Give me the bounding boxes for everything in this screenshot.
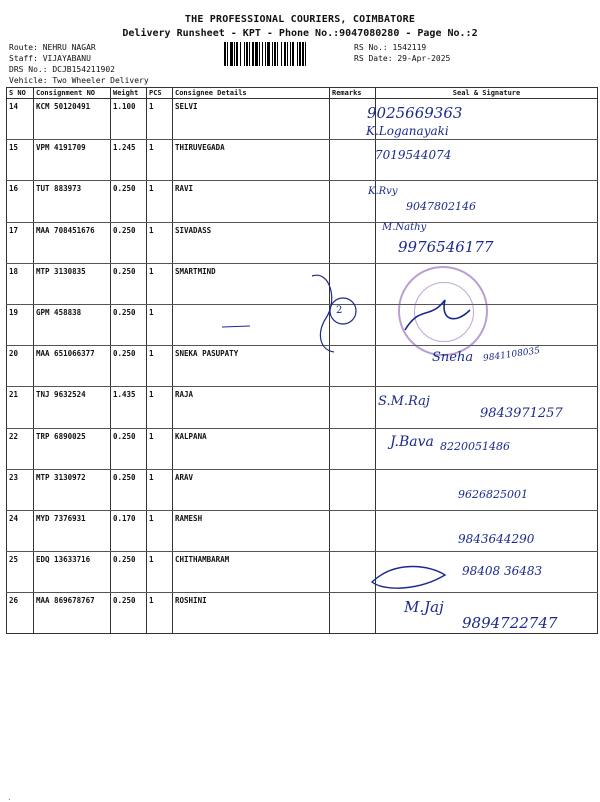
cell-consignment: TRP 6890025 — [34, 428, 111, 469]
row24-phone: 9843644290 — [458, 532, 535, 546]
cell-sno: 23 — [7, 469, 34, 510]
cell-consignment: KCM 50120491 — [34, 99, 111, 140]
scan-mark: . — [7, 793, 12, 802]
cell-pcs: 1 — [147, 552, 173, 593]
cell-sno: 21 — [7, 387, 34, 428]
row22-phone: 8220051486 — [440, 440, 510, 453]
col-sno: S NO — [7, 88, 34, 99]
cell-pcs: 1 — [147, 510, 173, 551]
row17-phone: 9976546177 — [398, 238, 494, 256]
cell-consignment: VPM 4191709 — [34, 140, 111, 181]
cell-weight: 0.250 — [111, 346, 147, 387]
cell-consignee: SNEKA PASUPATY — [173, 346, 330, 387]
cell-pcs: 1 — [147, 99, 173, 140]
cell-weight: 1.100 — [111, 99, 147, 140]
cell-consignee: ROSHINI — [173, 593, 330, 634]
cell-consignee: RAVI — [173, 181, 330, 222]
cell-sno: 17 — [7, 222, 34, 263]
row19-circle-text: 2 — [336, 305, 343, 316]
row14-name: K.Loganayaki — [366, 124, 449, 138]
cell-weight: 0.250 — [111, 552, 147, 593]
cell-pcs: 1 — [147, 346, 173, 387]
drs-number: DRS No.: DCJB154211902 — [9, 65, 115, 74]
cell-sno: 24 — [7, 510, 34, 551]
cell-consignee: RAMESH — [173, 510, 330, 551]
cell-consignment: EDQ 13633716 — [34, 552, 111, 593]
staff-text: Staff: VIJAYABANU — [9, 54, 91, 63]
cell-weight: 0.250 — [111, 263, 147, 304]
col-seal: Seal & Signature — [376, 88, 598, 99]
cell-consignment: GPM 458838 — [34, 304, 111, 345]
cell-sno: 15 — [7, 140, 34, 181]
cell-pcs: 1 — [147, 140, 173, 181]
cell-sno: 18 — [7, 263, 34, 304]
cell-pcs: 1 — [147, 222, 173, 263]
cell-sno: 26 — [7, 593, 34, 634]
row19-initial — [222, 326, 250, 327]
row20-name: Sneha — [432, 350, 474, 365]
cell-consignment: MTP 3130835 — [34, 263, 111, 304]
company-title: THE PROFESSIONAL COURIERS, COIMBATORE — [184, 14, 416, 25]
cell-pcs: 1 — [147, 387, 173, 428]
col-consignee: Consignee Details — [173, 88, 330, 99]
cell-consignee: CHITHAMBARAM — [173, 552, 330, 593]
runsheet-subtitle: Delivery Runsheet - KPT - Phone No.:9047080280 - Page No.:2 — [122, 28, 478, 39]
cell-weight: 0.250 — [111, 428, 147, 469]
col-pcs: PCS — [147, 88, 173, 99]
cell-consignee: ARAV — [173, 469, 330, 510]
cell-sno: 25 — [7, 552, 34, 593]
cell-weight: 0.170 — [111, 510, 147, 551]
rs-number: RS No.: 1542119 — [354, 43, 427, 52]
cell-sno: 16 — [7, 181, 34, 222]
cell-pcs: 1 — [147, 263, 173, 304]
cell-consignment: TNJ 9632524 — [34, 387, 111, 428]
rs-date: RS Date: 29-Apr-2025 — [354, 54, 451, 63]
cell-consignment: TUT 883973 — [34, 181, 111, 222]
cell-sno: 22 — [7, 428, 34, 469]
cell-weight: 0.250 — [111, 222, 147, 263]
cell-consignment: MTP 3130972 — [34, 469, 111, 510]
cell-weight: 0.250 — [111, 469, 147, 510]
cell-consignee: KALPANA — [173, 428, 330, 469]
cell-weight: 0.250 — [111, 304, 147, 345]
row21-phone: 9843971257 — [480, 406, 563, 421]
cell-consignment: MAA 708451676 — [34, 222, 111, 263]
cell-sno: 14 — [7, 99, 34, 140]
cell-consignee: THIRUVEGADA — [173, 140, 330, 181]
col-remarks: Remarks — [330, 88, 376, 99]
row22-name: J.Bava — [390, 434, 434, 450]
cell-sno: 20 — [7, 346, 34, 387]
cell-sno: 19 — [7, 304, 34, 345]
row19-circle — [330, 298, 356, 324]
row23-phone: 9626825001 — [458, 488, 528, 501]
cell-pcs: 1 — [147, 181, 173, 222]
row16-phone: 9047802146 — [406, 200, 476, 213]
row21-name: S.M.Raj — [378, 394, 430, 409]
cell-consignee: SMARTMIND — [173, 263, 330, 304]
row25-signature — [372, 566, 445, 588]
vehicle-text: Vehicle: Two Wheeler Delivery — [9, 76, 149, 85]
cell-pcs: 1 — [147, 469, 173, 510]
row26-phone: 9894722747 — [462, 614, 558, 632]
cell-weight: 1.245 — [111, 140, 147, 181]
cell-consignment: MYD 7376931 — [34, 510, 111, 551]
cell-consignee: SIVADASS — [173, 222, 330, 263]
row14-phone: 9025669363 — [367, 104, 463, 122]
cell-pcs: 1 — [147, 428, 173, 469]
row20-phone: 9841108035 — [482, 346, 541, 364]
cell-pcs: 1 — [147, 304, 173, 345]
row15-phone: 7019544074 — [375, 148, 452, 162]
cell-consignee: SELVI — [173, 99, 330, 140]
row17-name: M.Nathy — [382, 222, 427, 233]
col-consignment: Consignment NO — [34, 88, 111, 99]
cell-weight: 0.250 — [111, 593, 147, 634]
row25-phone: 98408 36483 — [462, 564, 543, 578]
cell-consignee: RAJA — [173, 387, 330, 428]
row16-name: K.Rvy — [368, 186, 398, 197]
cell-consignment: MAA 869678767 — [34, 593, 111, 634]
col-weight: Weight — [111, 88, 147, 99]
route-text: Route: NEHRU NAGAR — [9, 43, 96, 52]
cell-weight: 0.250 — [111, 181, 147, 222]
cell-pcs: 1 — [147, 593, 173, 634]
cell-consignment: MAA 651066377 — [34, 346, 111, 387]
cell-weight: 1.435 — [111, 387, 147, 428]
row19-signature — [405, 300, 470, 330]
row26-name: M.Jaj — [404, 598, 444, 616]
